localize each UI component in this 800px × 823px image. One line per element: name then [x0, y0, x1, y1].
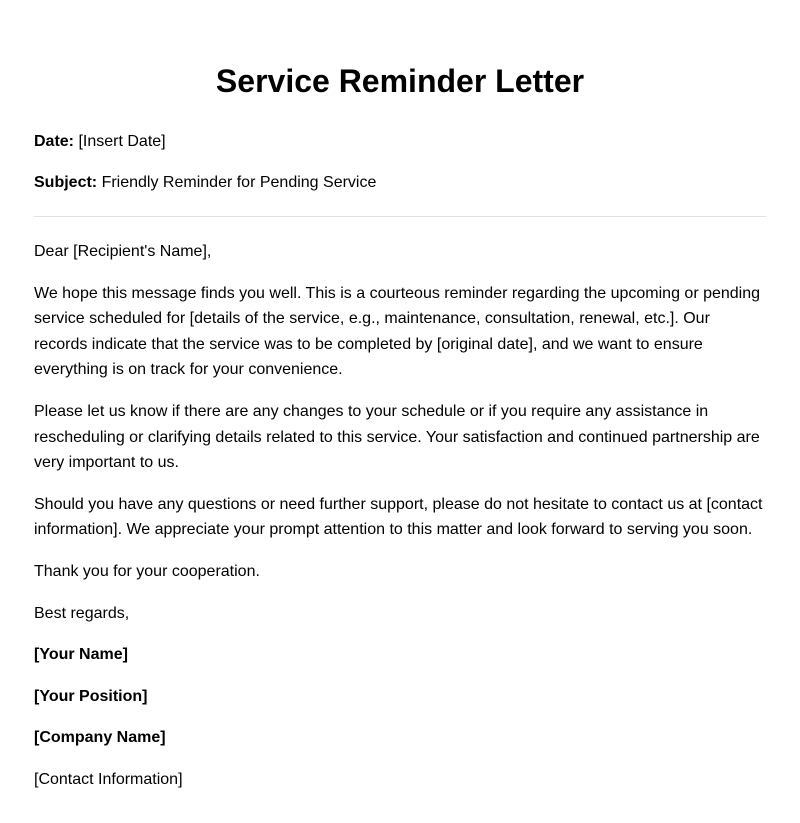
date-value: [Insert Date]: [78, 133, 166, 150]
body-paragraph-1: We hope this message finds you well. This is a courteous reminder regarding the upcoming or pending service scheduled for [details of the service, e.g., maintenance, consultation, renewal, etc.]. Our records indicate that the service was to be completed by [original date], and we want to ensure everything is on track for your convenience.: [34, 284, 761, 379]
salutation: Dear [Recipient's Name],: [34, 243, 212, 260]
subject-value: Friendly Reminder for Pending Service: [101, 174, 377, 191]
signature-name: [Your Name]: [34, 646, 128, 664]
body-paragraph-3: Should you have any questions or need further support, please do not hesitate to contact us at [contact information]. We appreciate your prompt attention to this matter and look forward to serving you soon.: [34, 495, 763, 539]
signature-contact: [Contact Information]: [34, 770, 183, 788]
letter-title: Service Reminder Letter: [215, 63, 585, 99]
signature-position: [Your Position]: [34, 687, 148, 705]
header-divider: [34, 216, 766, 217]
thanks-line: Thank you for your cooperation.: [34, 562, 260, 580]
signature-company: [Company Name]: [34, 729, 166, 747]
date-line: [34, 132, 766, 152]
body-paragraph-2: Please let us know if there are any changes to your schedule or if you require any assistance in rescheduling or clarifying details related to this service. Your satisfaction and continued partnership are very important to us.: [34, 402, 760, 472]
closing-line: Best regards,: [34, 604, 130, 622]
subject-label: Subject:: [34, 174, 98, 191]
date-label: Date:: [34, 133, 75, 150]
subject-line: [34, 173, 766, 193]
